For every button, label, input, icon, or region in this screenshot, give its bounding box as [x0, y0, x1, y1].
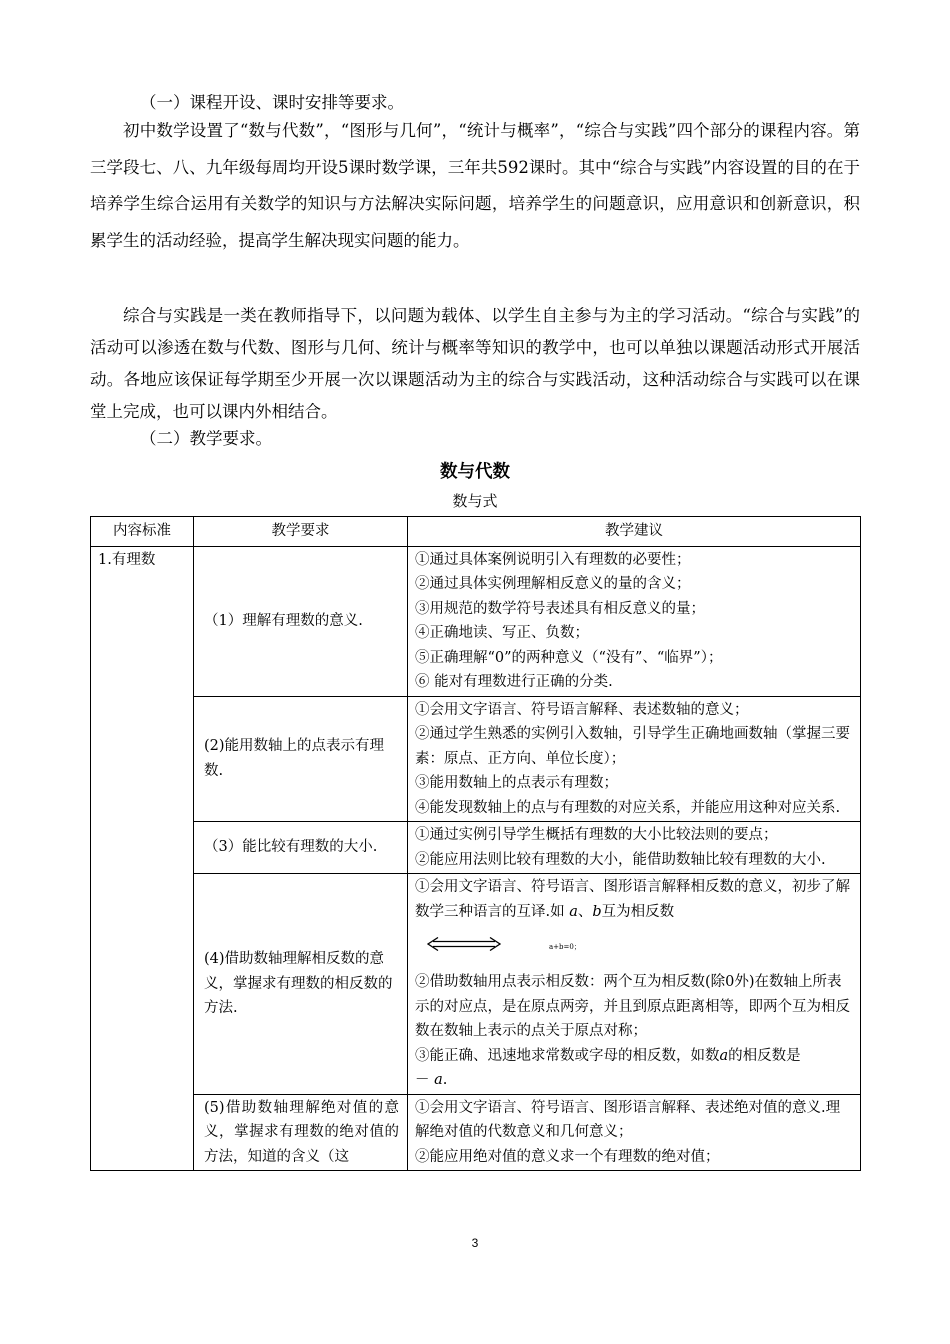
minus-sign: － [415, 1072, 430, 1088]
table-subtitle: 数与式 [452, 492, 498, 510]
suggestion-cell [408, 546, 861, 696]
tip-line: ⑥ 能对有理数进行正确的分类. [415, 674, 613, 690]
tip-line: ③能用数轴上的点表示有理数； [415, 775, 618, 791]
header-suggestion: 教学建议 [408, 517, 861, 547]
tip-line: ④能发现数轴上的点与有理数的对应关系，并能应用这种对应关系. [415, 799, 841, 816]
tip-line [415, 1044, 853, 1093]
page-number: 3 [471, 1236, 479, 1250]
requirement-cell: （1）理解有理数的意义. [194, 546, 408, 696]
period: . [442, 1072, 448, 1088]
requirement-cell: (4)借助数轴理解相反数的意义，掌握求有理数的相反数的方法. [194, 874, 408, 1095]
requirement-cell: (5)借助数轴理解绝对值的意义，掌握求有理数的绝对值的方法，知道的含义（这 [194, 1094, 408, 1171]
content-standard-cell: 1.有理数 [91, 546, 194, 1171]
table-row [91, 1094, 861, 1171]
tip-line: ②通过具体实例理解相反意义的量的含义； [415, 576, 691, 592]
table-row [91, 546, 861, 696]
requirement-cell: （3）能比较有理数的大小. [194, 822, 408, 874]
tip-text: ③能正确、迅速地求常数或字母的相反数，如数 [415, 1047, 720, 1064]
double-arrow-icon [427, 935, 501, 960]
tip-line: ①会用文字语言、符号语言解释、表述数轴的意义； [415, 701, 749, 718]
symbol-line [415, 924, 853, 970]
table-row [91, 874, 861, 1095]
suggestion-cell [408, 696, 861, 822]
suggestion-cell [408, 1094, 861, 1171]
separator: 、 [577, 903, 593, 920]
tip-line: ②通过学生熟悉的实例引入数轴，引导学生正确地画数轴（掌握三要素：原点、正方向、单位长度）； [415, 726, 850, 767]
tip-text: ①会用文字语言、符号语言、图形语言解释相反数的意义，初步了解数学三种语言的互译.如 [415, 879, 850, 920]
header-requirement: 教学要求 [194, 517, 408, 547]
suggestion-cell [408, 822, 861, 874]
variable-a: a [434, 1072, 443, 1088]
suggestion-cell [408, 874, 861, 1095]
paragraph-practice: 综合与实践是一类在教师指导下，以问题为载体、以学生自主参与为主的学习活动。“综合与实践”的活动可以渗透在数与代数、图形与几何、统计与概率等知识的教学中，也可以单独以课题活动形式开展活动。各地应该保证每学期至少开展一次以课题活动为主的综合与实践活动，这种活动综合与实践可以在课堂上完成，也可以课内外相结合。 [90, 306, 860, 421]
tip-line: ②能应用法则比较有理数的大小，能借助数轴比较有理数的大小. [415, 851, 826, 868]
tip-line: ①会用文字语言、符号语言、图形语言解释、表述绝对值的意义.理解绝对值的代数意义和几何意义； [415, 1099, 841, 1140]
tip-line: ②借助数轴用点表示相反数：两个互为相反数(除0外)在数轴上所表示的对应点，是在原点两旁，并且到原点距离相等，即两个互为相反数在数轴上表示的点关于原点对称； [415, 974, 850, 1039]
tip-text-tail: 互为相反数 [601, 903, 675, 920]
table-title: 数与代数 [440, 462, 510, 482]
tip-line: ③用规范的数学符号表述具有相反意义的量； [415, 600, 705, 617]
tip-line: ①通过具体案例说明引入有理数的必要性； [415, 551, 691, 568]
tip-line: ②能应用绝对值的意义求一个有理数的绝对值； [415, 1148, 720, 1165]
paragraph-course-setup: 初中数学设置了“数与代数”，“图形与几何”，“统计与概率”，“综合与实践”四个部分的课程内容。第三学段七、八、九年级每周均开设5课时数学课，三年共592课时。其中“综合与实践”内容设置的目的在于培养学生综合运用有关数学的知识与方法解决实际问题，培养学生的问题意识，应用意识和创新意识，积累学生的活动经验，提高学生解决现实问题的能力。 [90, 121, 860, 250]
variable-a: a [719, 1047, 729, 1064]
teaching-requirements-table [90, 516, 861, 1171]
tiny-formula: a+b=0； [549, 942, 581, 951]
section-heading-2: （二）教学要求。 [140, 429, 272, 448]
table-header-row [91, 517, 861, 547]
requirement-cell: (2)能用数轴上的点表示有理数. [194, 696, 408, 822]
table-row [91, 822, 861, 874]
table-row [91, 696, 861, 822]
variable-a: a [569, 903, 578, 920]
tip-line: ④正确地读、写正、负数； [415, 625, 589, 641]
tip-line [415, 875, 853, 924]
section-heading-1: （一）课程开设、课时安排等要求。 [140, 93, 404, 112]
tip-line: ⑤正确理解“0”的两种意义（“没有”、“临界”）； [415, 649, 723, 666]
variable-b: b [592, 903, 602, 920]
header-content-standard: 内容标准 [91, 517, 194, 547]
tip-text-mid: 的相反数是 [728, 1047, 801, 1064]
tip-line: ①通过实例引导学生概括有理数的大小比较法则的要点； [415, 827, 778, 843]
